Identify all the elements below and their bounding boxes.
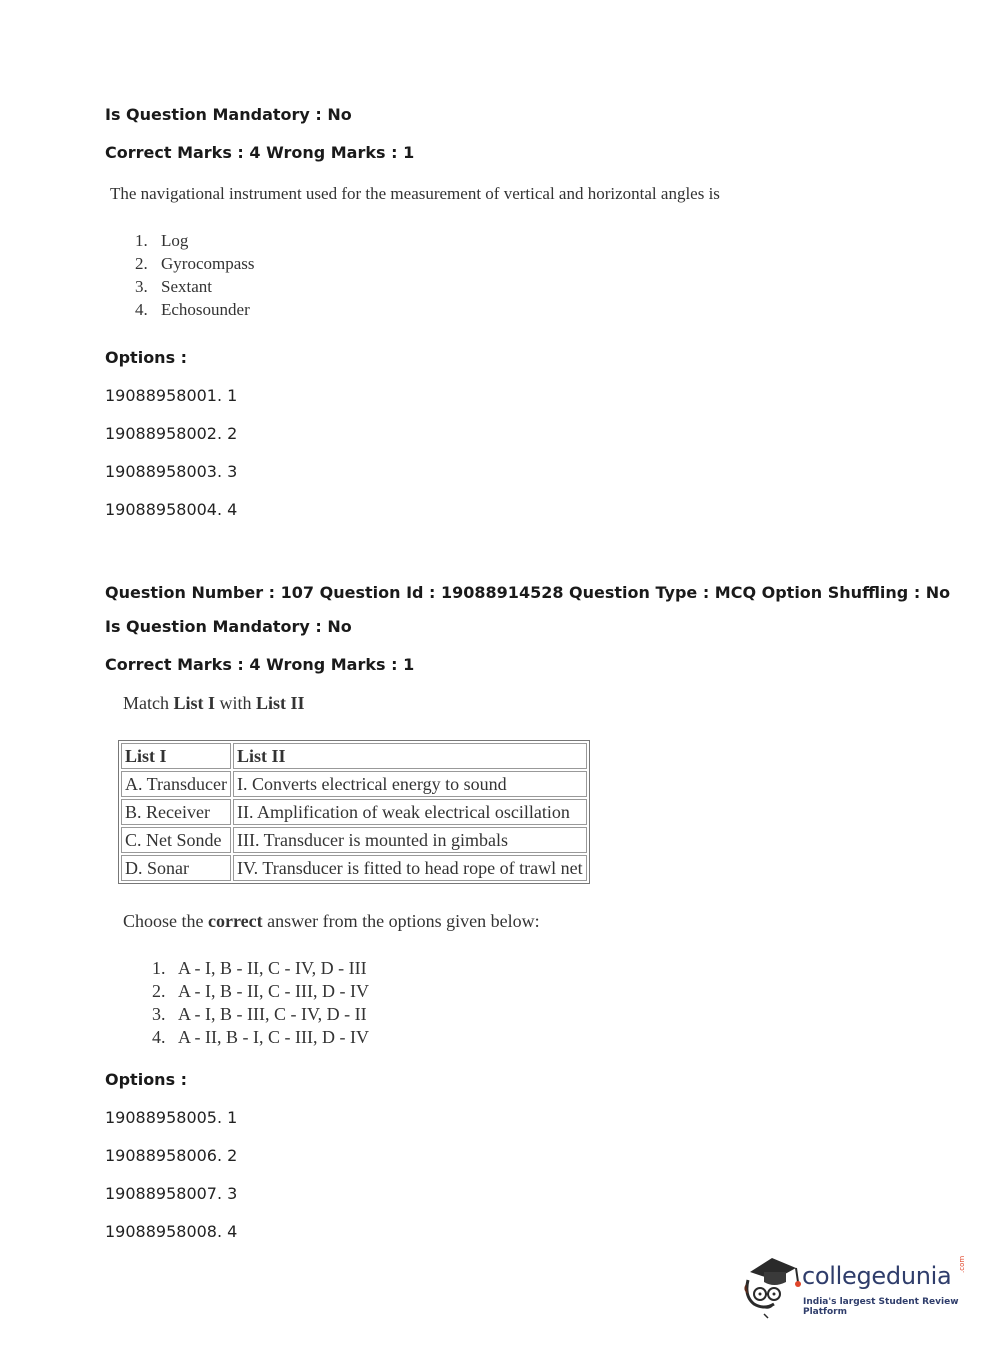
- table-cell: A. Transducer: [121, 771, 231, 797]
- q107-choice-list: [152, 957, 369, 1049]
- logo-tagline: India's largest Student Review Platform: [803, 1297, 959, 1317]
- table-header-cell: List II: [233, 743, 587, 769]
- q106-choice: 2. Gyrocompass: [135, 254, 255, 273]
- logo-com-suffix: .com: [958, 1255, 966, 1273]
- q107-option: 19088958008. 4: [105, 1222, 238, 1241]
- q106-option: 19088958003. 3: [105, 462, 238, 481]
- collegedunia-mascot-icon: [742, 1250, 802, 1320]
- table-cell: B. Receiver: [121, 799, 231, 825]
- q106-option: 19088958002. 2: [105, 424, 238, 443]
- table-row: [121, 827, 587, 853]
- q107-mandatory: Is Question Mandatory : No: [105, 617, 352, 636]
- q107-option: 19088958005. 1: [105, 1108, 238, 1127]
- q107-options-label: Options :: [105, 1070, 188, 1089]
- table-cell: III. Transducer is mounted in gimbals: [233, 827, 587, 853]
- q107-marks: Correct Marks : 4 Wrong Marks : 1: [105, 655, 415, 674]
- q106-choice-list: [135, 229, 254, 321]
- q107-intro: Match List I with List II: [123, 693, 305, 713]
- table-row: [121, 771, 587, 797]
- q106-choice: 1. Log: [135, 231, 189, 250]
- q107-choice: 2. A - I, B - II, C - III, D - IV: [152, 981, 369, 1001]
- q107-header: Question Number : 107 Question Id : 19088914528 Question Type : MCQ Option Shuffling : No: [105, 583, 951, 602]
- table-cell: C. Net Sonde: [121, 827, 231, 853]
- q107-choice: 3. A - I, B - III, C - IV, D - II: [152, 1004, 367, 1024]
- table-row: [121, 799, 587, 825]
- collegedunia-wordmark: collegedunia: [802, 1262, 952, 1290]
- q106-choice: 4. Echosounder: [135, 300, 250, 319]
- q106-option: 19088958004. 4: [105, 500, 238, 519]
- table-cell: IV. Transducer is fitted to head rope of trawl net: [233, 855, 587, 881]
- table-row: [121, 855, 587, 881]
- table-header-row: [121, 743, 587, 769]
- table-cell: II. Amplification of weak electrical oscillation: [233, 799, 587, 825]
- q107-option: 19088958006. 2: [105, 1146, 238, 1165]
- match-table: [118, 740, 590, 884]
- table-cell: I. Converts electrical energy to sound: [233, 771, 587, 797]
- q107-instruction: Choose the correct answer from the options given below:: [123, 911, 540, 931]
- q107-choice: 4. A - II, B - I, C - III, D - IV: [152, 1027, 369, 1047]
- q107-choice: 1. A - I, B - II, C - IV, D - III: [152, 958, 367, 978]
- q106-choice: 3. Sextant: [135, 277, 212, 296]
- q106-marks: Correct Marks : 4 Wrong Marks : 1: [105, 143, 415, 162]
- q106-option: 19088958001. 1: [105, 386, 238, 405]
- table-cell: D. Sonar: [121, 855, 231, 881]
- q106-question-text: The navigational instrument used for the measurement of vertical and horizontal angles is: [110, 184, 720, 203]
- q106-mandatory: Is Question Mandatory : No: [105, 105, 352, 124]
- q107-option: 19088958007. 3: [105, 1184, 238, 1203]
- q106-options-label: Options :: [105, 348, 188, 367]
- table-header-cell: List I: [121, 743, 231, 769]
